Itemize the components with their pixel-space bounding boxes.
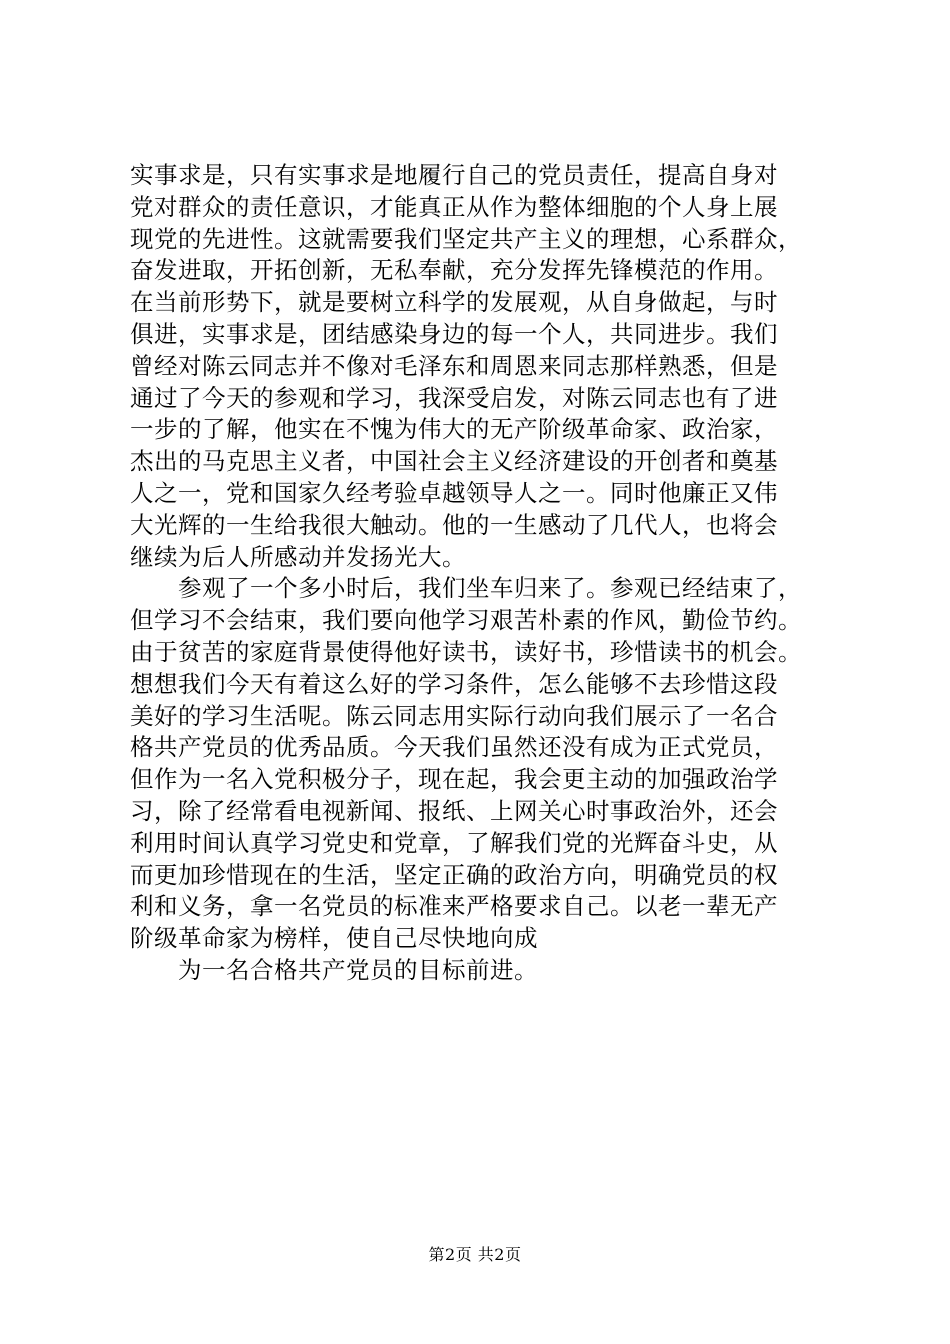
text-line: 阶级革命家为榜样，使自己尽快地向成 [130, 924, 538, 953]
text-line: 实事求是，只有实事求是地履行自己的党员责任，提高自身对 [130, 161, 778, 189]
text-line: 格共产党员的优秀品质。今天我们虽然还没有成为正式党员， [130, 733, 778, 762]
text-line: 美好的学习生活呢。陈云同志用实际行动向我们展示了一名合 [130, 701, 778, 730]
text-line: 但学习不会结束，我们要向他学习艰苦朴素的作风，勤俭节约。 [130, 606, 802, 635]
text-line: 俱进，实事求是，团结感染身边的每一个人，共同进步。我们 [130, 319, 778, 348]
document-body [130, 160, 830, 987]
paragraph-start-line: 为一名合格共产党员的目标前进。 [178, 955, 538, 984]
text-line: 习，除了经常看电视新闻、报纸、上网关心时事政治外，还会 [130, 796, 778, 825]
text-line: 现党的先进性。这就需要我们坚定共产主义的理想，心系群众， [130, 224, 802, 253]
text-line: 利和义务，拿一名党员的标准来严格要求自己。以老一辈无产 [130, 892, 778, 921]
text-line: 由于贫苦的家庭背景使得他好读书，读好书，珍惜读书的机会。 [130, 637, 802, 666]
text-line: 大光辉的一生给我很大触动。他的一生感动了几代人，也将会 [130, 510, 778, 539]
text-line: 杰出的马克思主义者，中国社会主义经济建设的开创者和奠基 [130, 447, 778, 476]
page-number-footer: 第2页 共2页 [428, 1245, 522, 1264]
text-line: 一步的了解，他实在不愧为伟大的无产阶级革命家、政治家， [130, 415, 778, 444]
paragraph-start-line: 参观了一个多小时后，我们坐车归来了。参观已经结束了， [178, 574, 802, 603]
text-line: 通过了今天的参观和学习，我深受启发，对陈云同志也有了进 [130, 383, 778, 412]
text-line: 奋发进取，开拓创新，无私奉献，充分发挥先锋模范的作用。 [130, 256, 778, 285]
text-line: 但作为一名入党积极分子，现在起，我会更主动的加强政治学 [130, 765, 778, 794]
text-line: 继续为后人所感动并发扬光大。 [130, 542, 466, 571]
text-line: 人之一，党和国家久经考验卓越领导人之一。同时他廉正又伟 [130, 478, 778, 507]
text-line: 曾经对陈云同志并不像对毛泽东和周恩来同志那样熟悉，但是 [130, 351, 778, 380]
text-line: 想想我们今天有着这么好的学习条件，怎么能够不去珍惜这段 [130, 669, 778, 698]
text-line: 党对群众的责任意识，才能真正从作为整体细胞的个人身上展 [130, 192, 778, 221]
text-line: 利用时间认真学习党史和党章，了解我们党的光辉奋斗史，从 [130, 828, 778, 857]
text-line: 而更加珍惜现在的生活，坚定正确的政治方向，明确党员的权 [130, 860, 778, 889]
text-line: 在当前形势下，就是要树立科学的发展观，从自身做起，与时 [130, 288, 778, 317]
